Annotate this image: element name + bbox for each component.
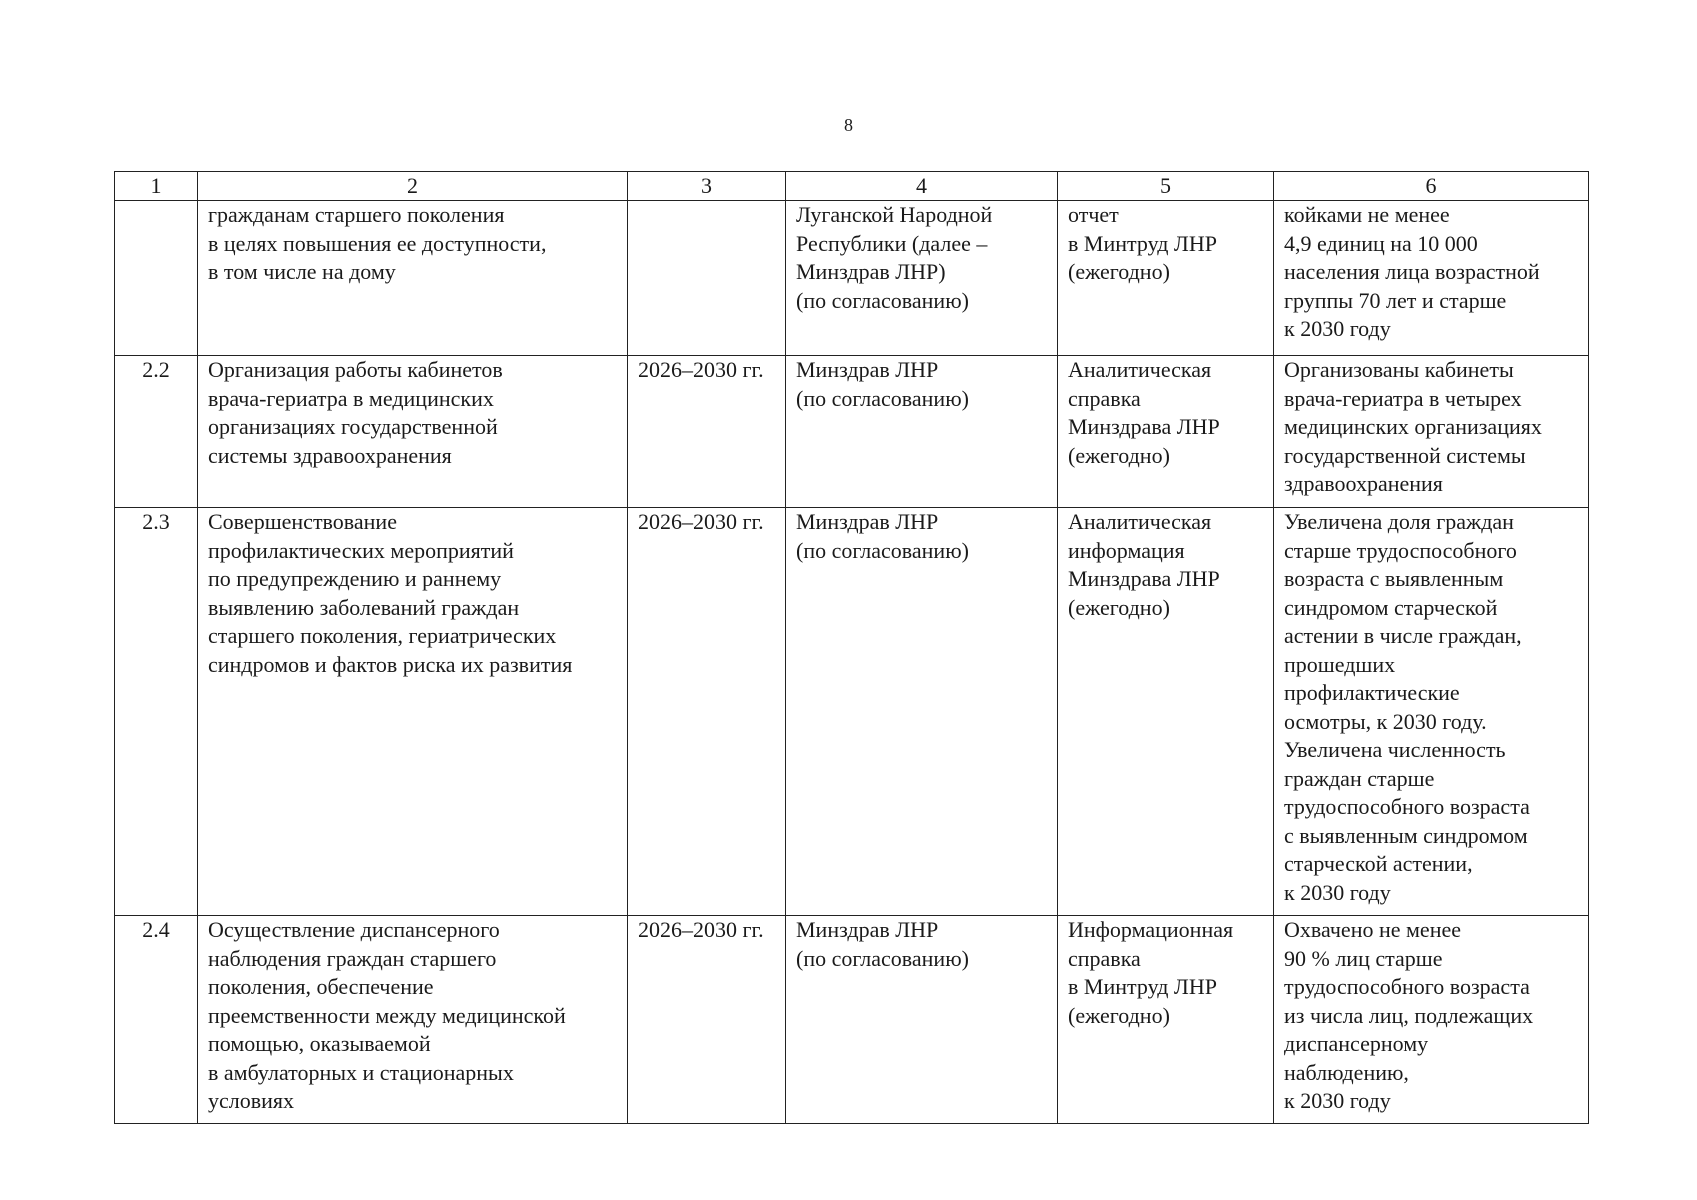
report-cell: Аналитическая справка Минздрава ЛНР (ежегодно) (1058, 356, 1274, 508)
report-cell: отчет в Минтруд ЛНР (ежегодно) (1058, 201, 1274, 356)
report-cell: Аналитическая информация Минздрава ЛНР (ежегодно) (1058, 508, 1274, 916)
table-row (115, 508, 1589, 916)
column-header-3: 3 (628, 172, 786, 201)
column-header-2: 2 (198, 172, 628, 201)
table-row (115, 356, 1589, 508)
column-header-1: 1 (115, 172, 198, 201)
result-cell: койками не менее 4,9 единиц на 10 000 населения лица возрастной группы 70 лет и старше к 2030 году (1274, 201, 1589, 356)
executor-cell: Луганской Народной Республики (далее – Минздрав ЛНР) (по согласованию) (786, 201, 1058, 356)
event-cell: Совершенствование профилактических мероприятий по предупреждению и раннему выявлению заболеваний граждан старшего поколения, гериатрических синдромов и фактов риска их развития (198, 508, 628, 916)
event-cell: Осуществление диспансерного наблюдения граждан старшего поколения, обеспечение преемственности между медицинской помощью, оказываемой в амбулаторных и стационарных условиях (198, 916, 628, 1124)
executor-cell: Минздрав ЛНР (по согласованию) (786, 508, 1058, 916)
period-cell: 2026–2030 гг. (628, 356, 786, 508)
executor-cell: Минздрав ЛНР (по согласованию) (786, 916, 1058, 1124)
row-number-cell (115, 201, 198, 356)
column-header-5: 5 (1058, 172, 1274, 201)
event-cell: гражданам старшего поколения в целях повышения ее доступности, в том числе на дому (198, 201, 628, 356)
column-header-4: 4 (786, 172, 1058, 201)
period-cell (628, 201, 786, 356)
result-cell: Увеличена доля граждан старше трудоспособного возраста с выявленным синдромом старческой астении в числе граждан, прошедших профилактические осмотры, к 2030 году. Увеличена численность граждан старше трудоспособного возраста с выявленным синдромом старческой астении, к 2030 году (1274, 508, 1589, 916)
row-number-cell: 2.2 (115, 356, 198, 508)
measures-table (114, 171, 1589, 1124)
row-number-cell: 2.4 (115, 916, 198, 1124)
page-number: 8 (844, 115, 853, 135)
period-cell: 2026–2030 гг. (628, 508, 786, 916)
report-cell: Информационная справка в Минтруд ЛНР (ежегодно) (1058, 916, 1274, 1124)
period-cell: 2026–2030 гг. (628, 916, 786, 1124)
table-row (115, 916, 1589, 1124)
column-header-6: 6 (1274, 172, 1589, 201)
row-number-cell: 2.3 (115, 508, 198, 916)
result-cell: Охвачено не менее 90 % лиц старше трудоспособного возраста из числа лиц, подлежащих диспансерному наблюдению, к 2030 году (1274, 916, 1589, 1124)
table-header-row (115, 172, 1589, 201)
table-row (115, 201, 1589, 356)
event-cell: Организация работы кабинетов врача-гериатра в медицинских организациях государственной системы здравоохранения (198, 356, 628, 508)
result-cell: Организованы кабинеты врача-гериатра в четырех медицинских организациях государственной системы здравоохранения (1274, 356, 1589, 508)
executor-cell: Минздрав ЛНР (по согласованию) (786, 356, 1058, 508)
